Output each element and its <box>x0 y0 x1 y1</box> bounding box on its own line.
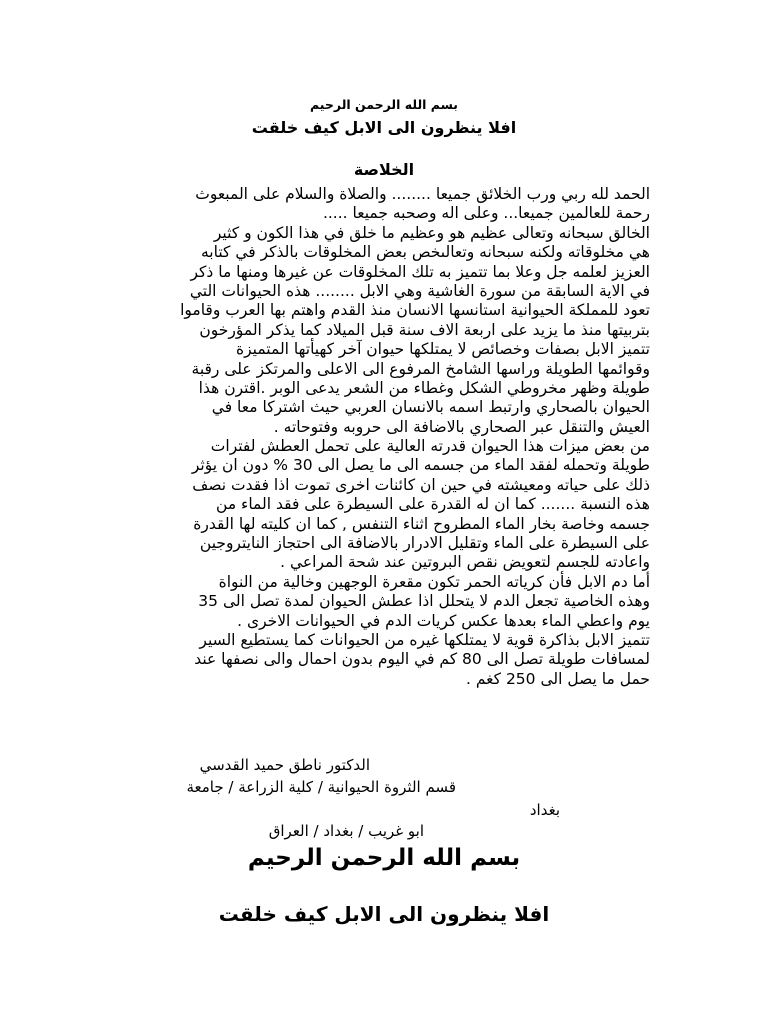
verse-title-large: افلا ينظرون الى الابل كيف خلقت <box>218 902 550 926</box>
summary-heading: الخلاصة <box>353 160 415 179</box>
verse-title-small: افلا ينظرون الى الابل كيف خلقت <box>251 118 517 137</box>
body-line: لمسافات طويلة تصل الى 80 كم في اليوم بدون احمال والى نصفها عند <box>194 650 650 669</box>
author-name: الدكتور ناطق حميد القدسي <box>199 756 370 774</box>
body-line: رحمة للعالمين جميعا... وعلى اله وصحبه جميعا ..... <box>322 204 650 223</box>
body-line: طويلة وتحمله لفقد الماء من جسمه الى ما يصل الى 30 % دون ان يؤثر <box>191 456 650 475</box>
body-line: هذه النسبة ....... كما ان له القدرة على السيطرة على فقد الماء من <box>216 495 650 514</box>
body-line: بتربيتها منذ ما يزيد على اربعة الاف سنة قبل الميلاد كما يذكر المؤرخون <box>199 320 650 339</box>
body-line: وقوائمها الطويلة وراسها الشامخ المرفوع الى الاعلى والمرتكز على رقبة <box>191 359 650 378</box>
body-line: العزيز لعلمه جل وعلا بما تتميز به تلك المخلوقات عن غيرها ومنها ما ذكر <box>190 262 650 281</box>
body-line: ذلك على حياته ومعيشته في حين ان كائنات اخرى تموت اذا فقدت نصف <box>192 475 650 494</box>
body-line: يوم واعطي الماء بعدها عكس كريات الدم في الحيوانات الاخرى . <box>237 611 650 630</box>
body-line: واعادته للجسم لتعويض نقص البروتين عند شحة المراعي . <box>280 553 650 572</box>
body-line: في الاية السابقة من سورة الغاشية وهي الابل ........ هذه الحيوانات التي <box>189 281 650 300</box>
body-line: تعود للمملكة الحيوانية استانسها الانسان منذ القدم واهتم بها العرب وقاموا <box>180 301 650 320</box>
body-line: حمل ما يصل الى 250 كغم . <box>465 669 650 688</box>
summary-body <box>120 185 650 689</box>
body-line: العيش والتنقل عبر الصحاري بالاضافة الى حروبه وفتوحاته . <box>273 417 650 436</box>
body-line: الخالق سبحانه وتعالى عظيم هو وعظيم ما خلق في هذا الكون و كثير <box>213 223 650 242</box>
body-line: الحمد لله ربي ورب الخلائق جميعا ........ والصلاة والسلام على المبعوث <box>195 185 650 203</box>
author-place: ابو غريب / بغداد / العراق <box>268 822 424 840</box>
body-line: جسمه وخاصة بخار الماء المطروح اثناء التنفس , كما ان كليته لها القدرة <box>193 514 650 533</box>
body-line: هي مخلوقاته ولكنه سبحانه وتعالىخص بعض المخلوقات بالذكر في كتابه <box>200 243 650 262</box>
basmala-small: بسم الله الرحمن الرحيم <box>310 97 458 112</box>
body-line: الحيوان بالصحاري وارتبط اسمه بالانسان العربي حيث اشتركا معا في <box>211 398 650 417</box>
author-city: بغداد <box>529 801 560 819</box>
body-line: طويلة وظهر مخروطي الشكل وغطاء من الشعر يدعى الوبر .اقترن هذا <box>198 378 650 397</box>
body-line: وهذه الخاصية تجعل الدم لا يتحلل اذا عطش الحيوان لمدة تصل الى 35 <box>198 592 650 611</box>
body-line: أما دم الابل فأن كرياته الحمر تكون مقعرة الوجهين وخالية من النواة <box>218 572 650 591</box>
body-line: على السيطرة على الماء وتقليل الادرار بالاضافة الى احتجاز النايتروجين <box>199 534 650 553</box>
basmala-large: بسم الله الرحمن الرحيم <box>247 845 521 871</box>
author-department: قسم الثروة الحيوانية / كلية الزراعة / جامعة <box>186 778 456 796</box>
body-line: من بعض ميزات هذا الحيوان قدرته العالية على تحمل العطش لفترات <box>210 437 650 456</box>
body-line: تتميز الابل بذاكرة قوية لا يمتلكها غيره من الحيوانات كما يستطيع السير <box>199 630 650 649</box>
body-line: تتميز الابل بصفات وخصائص لا يمتلكها حيوان آخر كهيأتها المتميزة <box>236 340 650 359</box>
